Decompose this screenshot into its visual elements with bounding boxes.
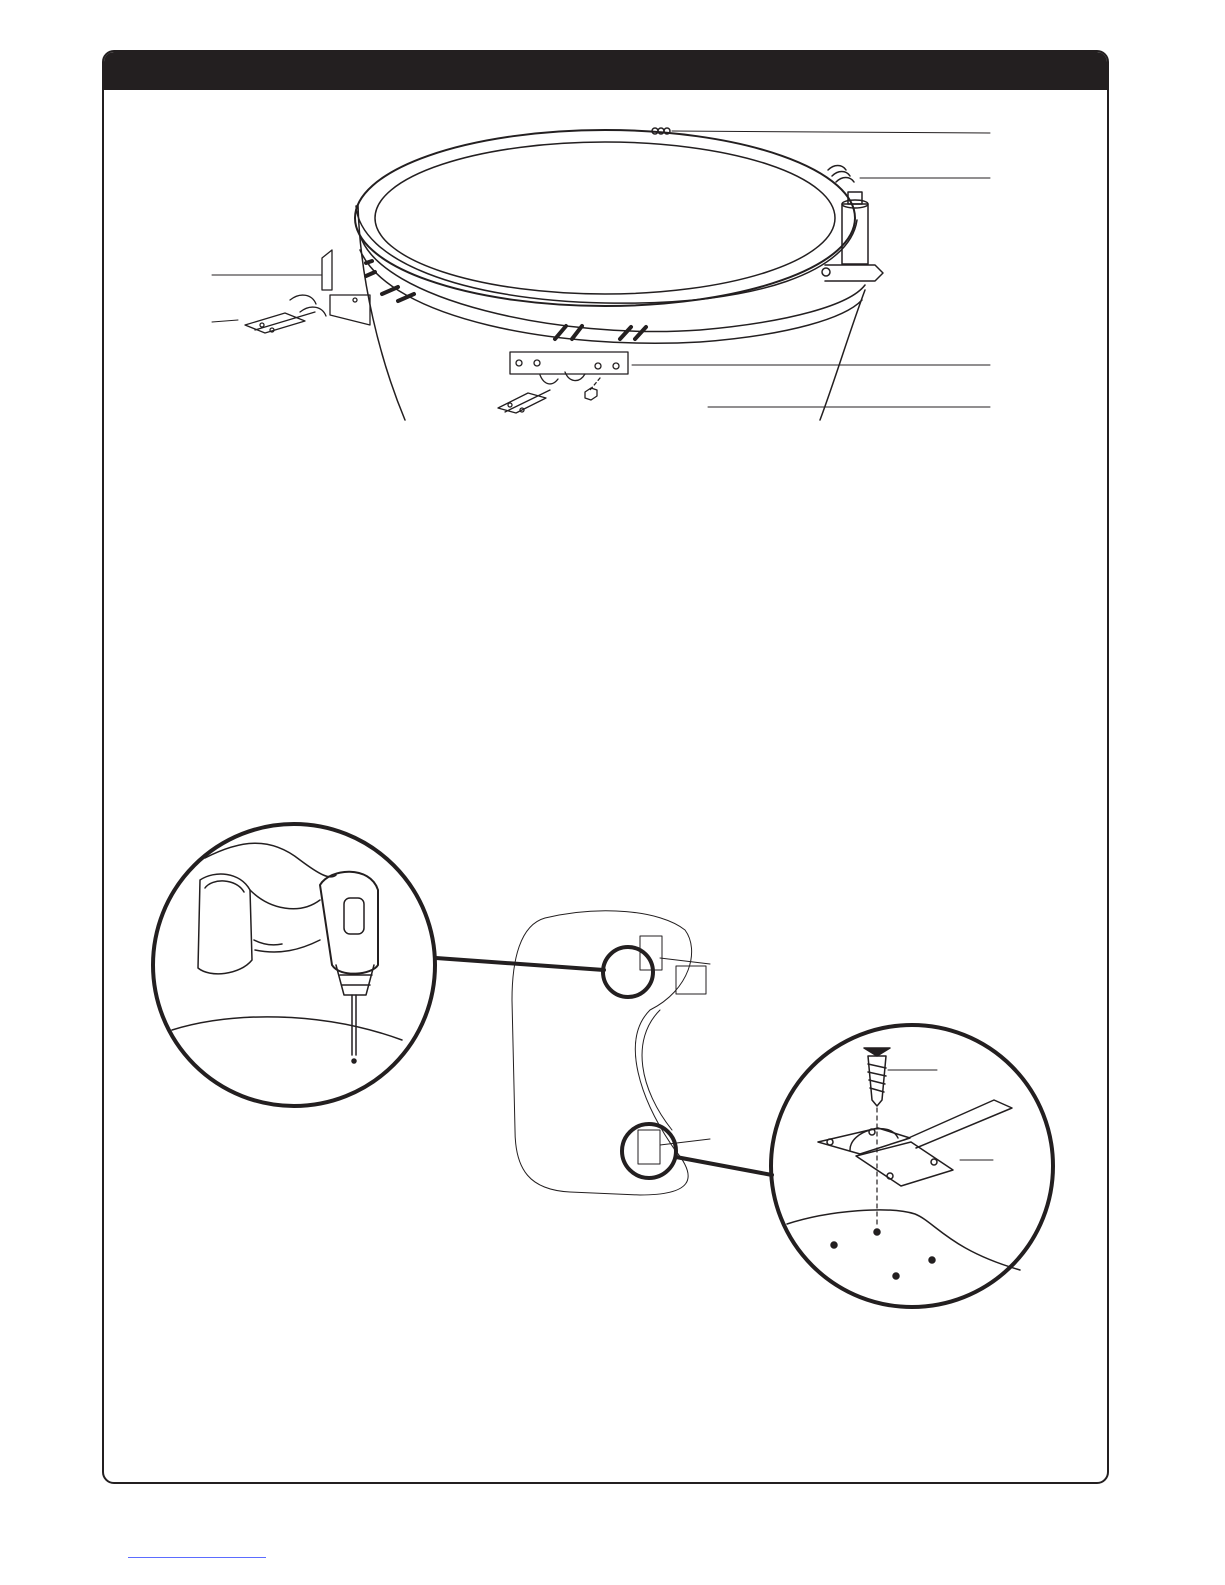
handle-icon — [828, 166, 854, 183]
hinge-bracket-left — [245, 250, 370, 333]
drill-detail-circle — [153, 824, 604, 1106]
grill-lid-figure — [212, 128, 990, 420]
magnifier-circle-icon — [603, 947, 653, 997]
hinge-icon — [818, 1100, 1012, 1186]
hinge-bracket-center — [498, 352, 628, 413]
hinge-detail-circle — [771, 1025, 1053, 1307]
footer-link[interactable] — [128, 1556, 266, 1558]
screw-icon — [864, 1048, 890, 1106]
drill-icon — [198, 872, 378, 1063]
